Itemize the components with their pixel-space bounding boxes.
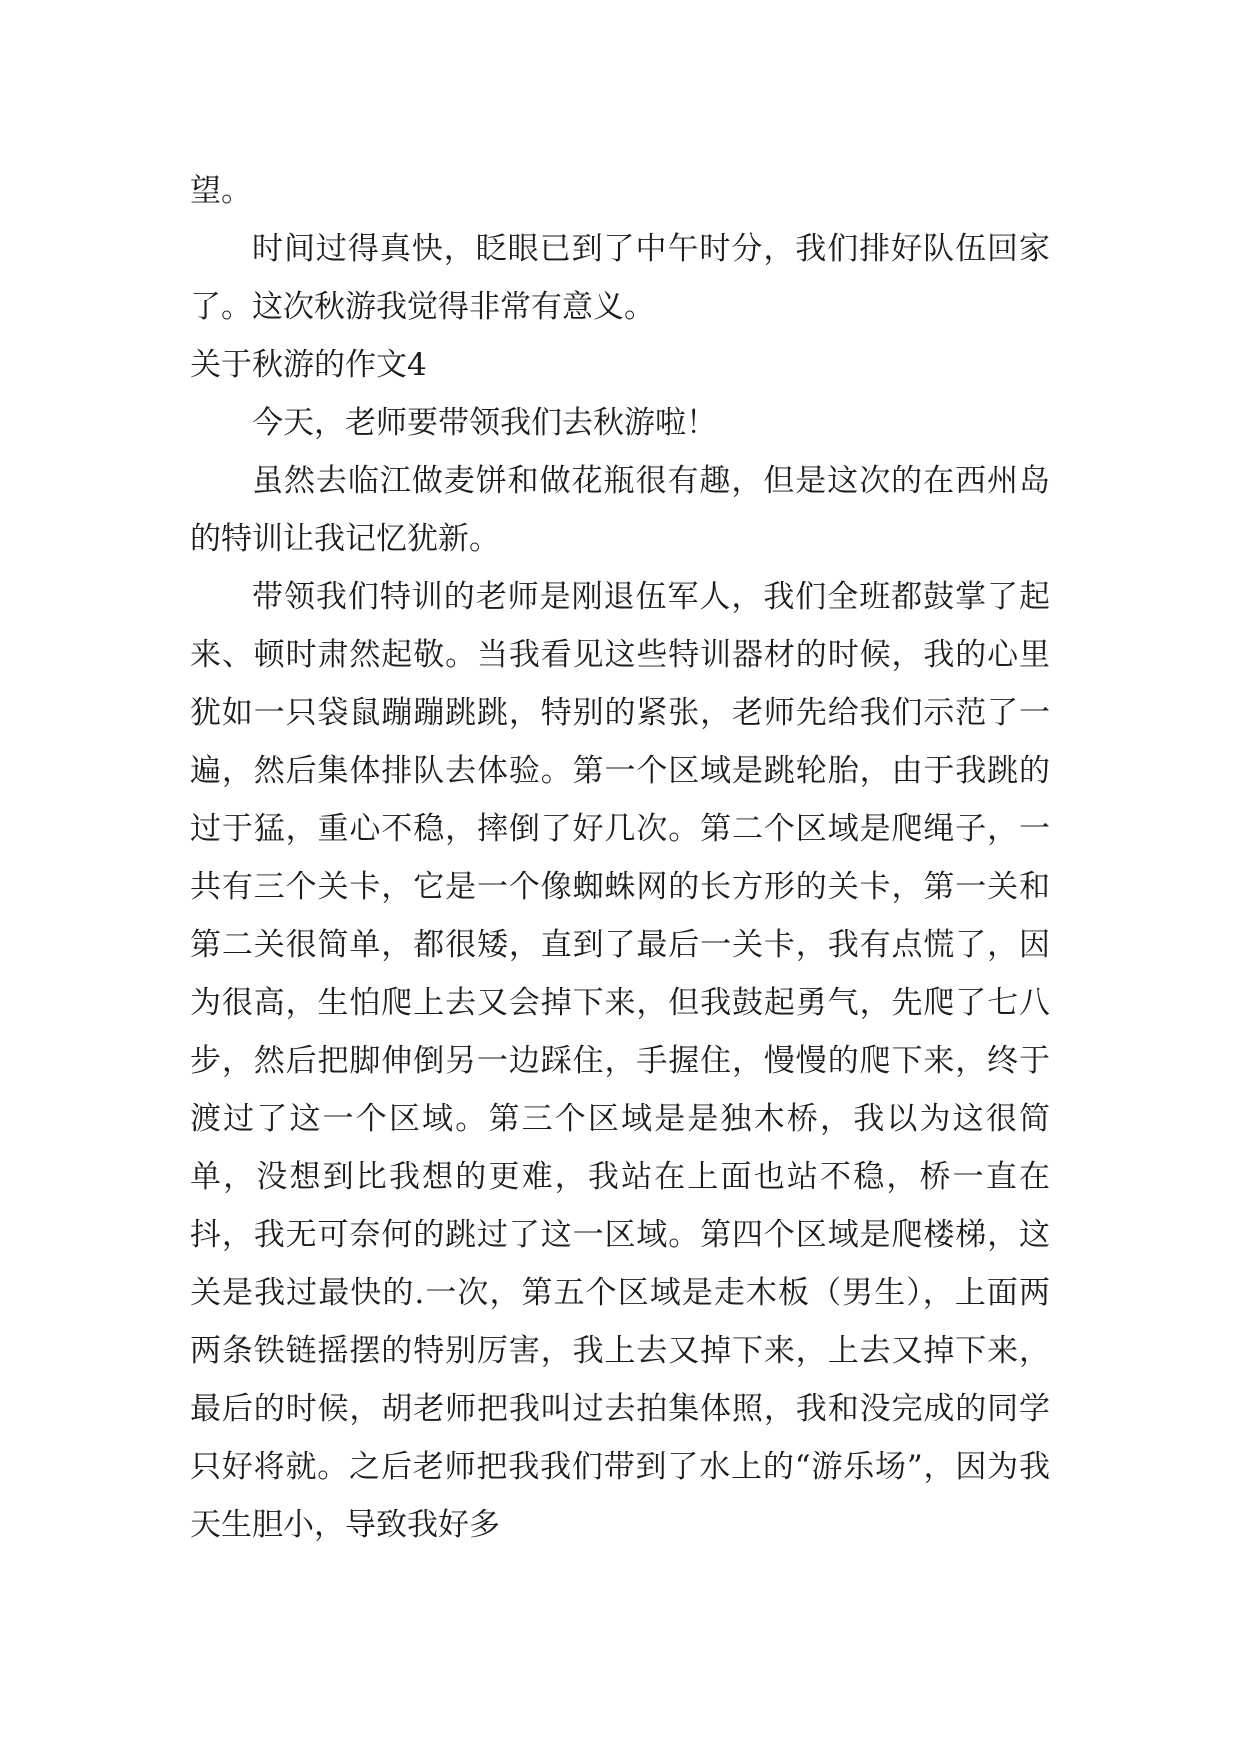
paragraph-memory: 虽然去临江做麦饼和做花瓶很有趣，但是这次的在西州岛的特训让我记忆犹新。 [190, 463, 1050, 557]
essay-title: 关于秋游的作文4 [190, 347, 427, 383]
paragraph-training: 带领我们特训的老师是刚退伍军人，我们全班都鼓掌了起来、顿时肃然起敬。当我看见这些特训器材的时候，我的心里犹如一只袋鼠蹦蹦跳跳，特别的紧张，老师先给我们示范了一遍，然后集体排队去体验。第一个区域是跳轮胎，由于我跳的过于猛，重心不稳，摔倒了好几次。第二个区域是爬绳子，一共有三个关卡，它是一个像蜘蛛网的长方形的关卡，第一关和第二关很简单，都很矮，直到了最后一关卡，我有点慌了，因为很高，生怕爬上去又会掉下来，但我鼓起勇气，先爬了七八步，然后把脚伸倒另一边踩住，手握住，慢慢的爬下来，终于渡过了这一个区域。第三个区域是是独木桥，我以为这很简单，没想到比我想的更难，我站在上面也站不稳，桥一直在抖，我无可奈何的跳过了这一区域。第四个区域是爬楼梯，这关是我过最快的.一次，第五个区域是走木板（男生），上面两两条铁链摇摆的特别厉害，我上去又掉下来，上去又掉下来，最后的时候，胡老师把我叫过去拍集体照，我和没完成的同学只好将就。之后老师把我我们带到了水上的“游乐场”，因为我天生胆小，导致我好多 [190, 579, 1050, 1543]
paragraph-continuation: 望。 [190, 173, 252, 209]
document-body [190, 162, 1050, 1554]
paragraph-intro: 今天，老师要带领我们去秋游啦！ [252, 405, 717, 441]
paragraph-ending: 时间过得真快，眨眼已到了中午时分，我们排好队伍回家了。这次秋游我觉得非常有意义。 [190, 231, 1050, 325]
